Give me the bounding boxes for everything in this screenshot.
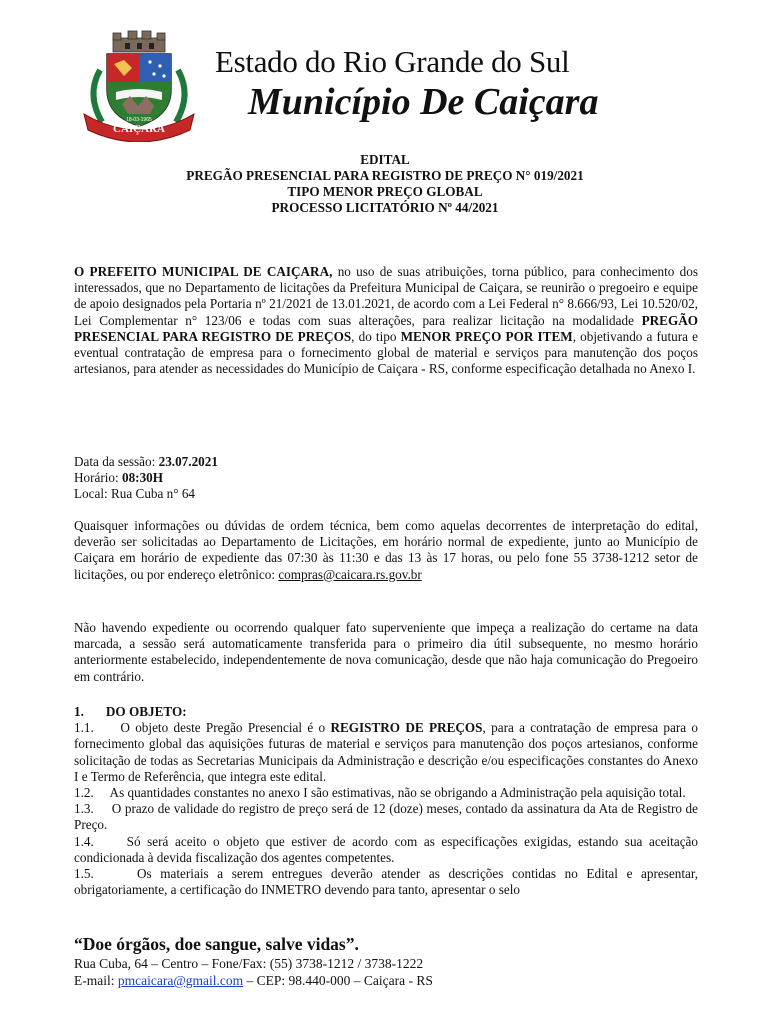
item-1-4-number: 1.4. — [74, 833, 94, 849]
section-objeto — [74, 704, 698, 898]
no-expediente-paragraph: Não havendo expediente ou ocorrendo qualquer fato superveniente que impeça a realização do certame na data marcada, a sessão será automaticamente transferida para o primeiro dia útil subsequente, no mesmo horário anteriormente estabelecido, independentemente de nova comunicação, desde que não haja comunicação do Pregoeiro em contrário. — [74, 620, 698, 684]
intro-text-1: no uso de suas atribuições, torna público, para conhecimento dos interessados, que no Departamento de licitações da Prefeitura Municipal de Caiçara, se reunirão o pregoeiro e equipe de apoio designados pela Portaria nº 21/2021 de 13.01.2021, de acordo com a Lei Federal n° 8.666/93, Lei 10.520/02, Lei Complementar n° 123/06 e todas com suas alterações, para realizar licitação na modalidade — [74, 264, 698, 328]
session-time-label: Horário: — [74, 470, 122, 486]
footer-email-link[interactable]: pmcaicara@gmail.com — [117, 973, 244, 988]
heading-edital: EDITAL — [360, 152, 410, 167]
session-time-value: 08:30H — [121, 470, 164, 486]
item-1-3-text: O prazo de validade do registro de preço será de 12 (doze) meses, contado da assinatura da Ata de Registro de Preço. — [74, 801, 698, 833]
intro-paragraph — [74, 264, 698, 377]
item-1-2-number: 1.2. — [74, 785, 94, 801]
municipal-coat-of-arms — [80, 30, 198, 142]
footer-address: Rua Cuba, 64 – Centro – Fone/Fax: (55) 3738-1212 / 3738-1222 — [74, 956, 424, 971]
intro-lead: O PREFEITO MUNICIPAL DE CAIÇARA, — [74, 264, 333, 279]
item-1-1-number: 1.1. — [74, 720, 94, 736]
section-number: 1. — [74, 704, 84, 719]
footer-contact — [74, 973, 433, 989]
footer-cep: – CEP: 98.440-000 – Caiçara - RS — [243, 973, 433, 988]
item-1-3-number: 1.3. — [74, 801, 94, 817]
info-paragraph — [74, 518, 698, 583]
item-1-2-text: As quantidades constantes no anexo I são estimativas, não se obrigando a Administração pela aquisição total. — [109, 785, 686, 801]
item-1-1-bold: REGISTRO DE PREÇOS — [330, 720, 483, 736]
compras-email-link[interactable]: compras@caicara.rs.gov.br — [278, 566, 422, 582]
seal-text: CAIÇARA — [113, 123, 165, 135]
item-1-4-text: Só será aceito o objeto que estiver de acordo com as especificações exigidas, estando sua aceitação condicionada à devida fiscalização dos agentes competentes. — [74, 833, 699, 865]
footer-email-label: E-mail: — [74, 973, 118, 988]
intro-tipo: MENOR PREÇO POR ITEM — [400, 328, 573, 344]
session-info — [74, 454, 698, 503]
session-place: Local: Rua Cuba n° 64 — [74, 486, 196, 502]
heading-processo: PROCESSO LICITATÓRIO Nº 44/2021 — [271, 200, 499, 215]
intro-modalidade: PREGÃO PRESENCIAL PARA REGISTRO DE PREÇOS — [74, 312, 698, 344]
item-1-1-text-b: , para a contratação de empresa para o fornecimento global das aquisições futuras de material e serviços para manutenção dos poços artesianos, conforme solicitação de todas as Secretarias Municipais da Administração e descrição e/ou especificações constantes do Anexo I e Termo de Referência, que integra este edital. — [74, 720, 699, 784]
item-1-5-text: Os materiais a serem entregues deverão atender as descrições contidas no Edital e apresentar, obrigatoriamente, a certificação do INMETRO devendo para tanto, apresentar o selo — [74, 866, 699, 898]
municipality-name: Município De Caiçara — [248, 81, 599, 123]
heading-tipo: TIPO MENOR PREÇO GLOBAL — [287, 184, 483, 199]
footer-motto: “Doe órgãos, doe sangue, salve vidas”. — [74, 934, 359, 954]
item-1-5-number: 1.5. — [74, 866, 94, 882]
session-date-label: Data da sessão: — [74, 454, 159, 469]
state-name: Estado do Rio Grande do Sul — [215, 44, 570, 79]
intro-text-2: , do tipo — [351, 328, 401, 344]
intro-text-3: , objetivando a futura e eventual contratação de empresa para o fornecimento global de material e serviços para manutenção dos poços artesianos, para atender as necessidades do Município de Caiçara - RS, conforme especificação detalhada no Anexo I. — [74, 328, 698, 377]
item-1-1-text-a: O objeto deste Pregão Presencial é o — [120, 720, 331, 736]
seal-date: 18-03-1965 — [126, 117, 152, 123]
section-title: DO OBJETO: — [105, 704, 187, 719]
heading-pregao: PREGÃO PRESENCIAL PARA REGISTRO DE PREÇO N° 019/2021 — [186, 168, 584, 183]
session-date-value: 23.07.2021 — [158, 454, 218, 469]
info-text: Quaisquer informações ou dúvidas de ordem técnica, bem como aquelas decorrentes de interpretação do edital, deverão ser solicitadas ao Departamento de Licitações, em horário normal de expediente, junto ao Município de Caiçara em horário de expediente das 07:30 às 11:30 e das 13 às 17 horas, ou pelo fone 55 3738-1212 setor de licitações, ou por endereço eletrônico: — [74, 518, 698, 582]
